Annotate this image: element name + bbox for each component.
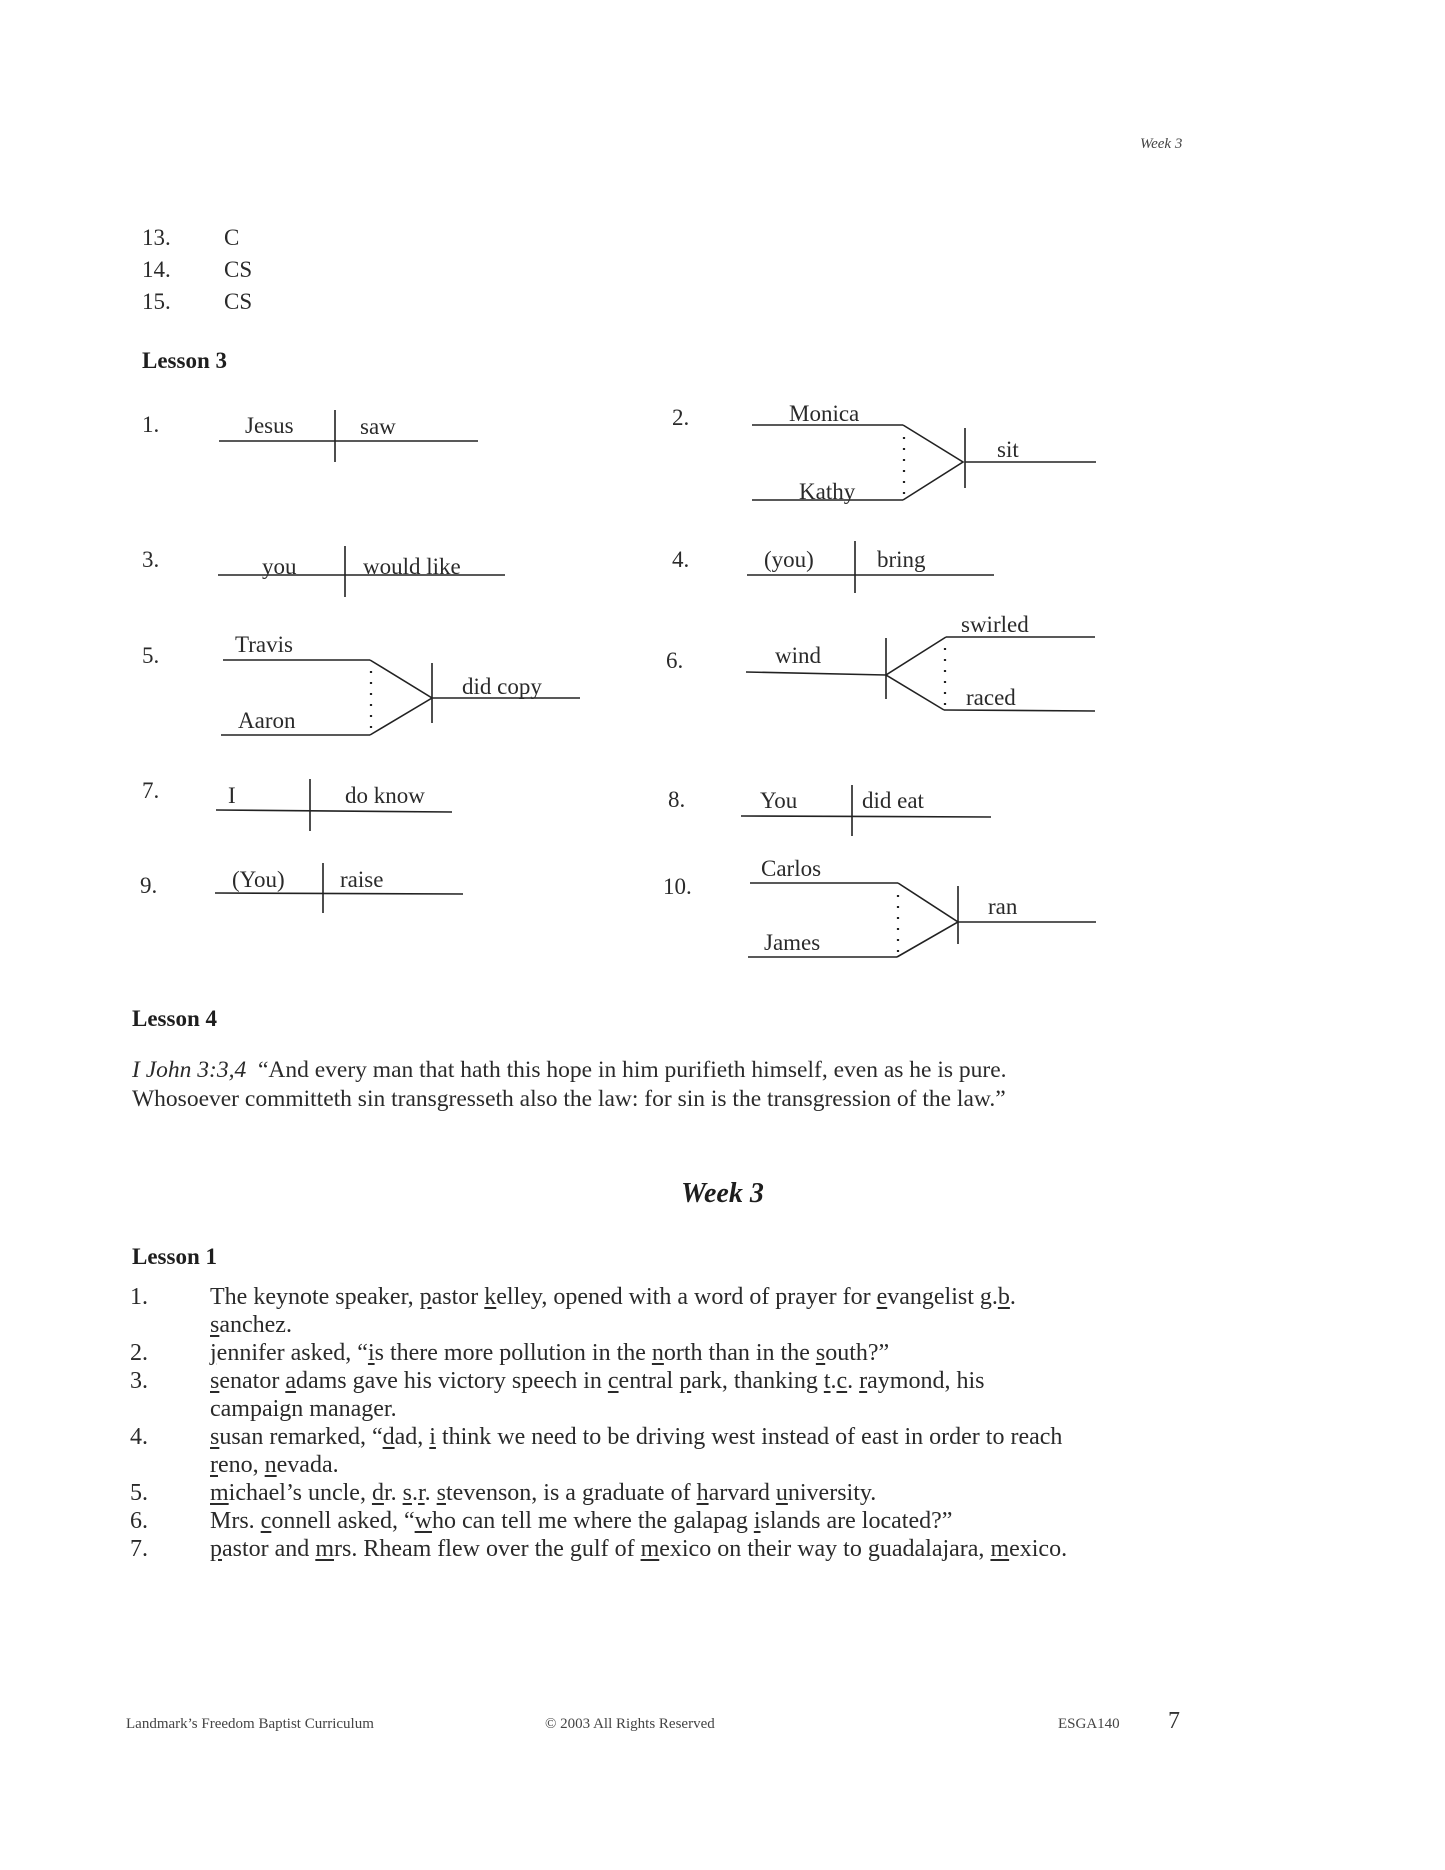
- diagram-10: [663, 856, 1096, 957]
- exercise-sentence: susan remarked, “dad, i think we need to be driving west instead of east in order to reach reno, nevada.: [210, 1424, 1063, 1478]
- exercise-item: [130, 1283, 1230, 1339]
- exercise-sentence: The keynote speaker, pastor kelley, opened with a word of prayer for evangelist g.b. sanchez.: [210, 1284, 1016, 1338]
- capitalization-mark: m: [640, 1536, 660, 1562]
- svg-text:ran: ran: [988, 894, 1018, 919]
- capitalization-mark: b: [997, 1284, 1010, 1310]
- scripture-verse: [132, 1056, 1242, 1114]
- exercise-sentence: jennifer asked, “is there more pollution in the north than in the south?”: [210, 1340, 890, 1366]
- capitalization-mark: c: [836, 1368, 848, 1394]
- capitalization-mark: g: [673, 1508, 686, 1534]
- svg-text:Kathy: Kathy: [799, 479, 856, 504]
- svg-text:1.: 1.: [142, 412, 160, 437]
- capitalization-mark: e: [876, 1284, 888, 1310]
- capitalization-mark: m: [990, 1536, 1010, 1562]
- svg-text:8.: 8.: [668, 787, 686, 812]
- svg-text:(you): (you): [764, 547, 814, 572]
- capitalization-mark: a: [285, 1368, 296, 1394]
- capitalization-mark: i: [367, 1340, 375, 1366]
- footer-curriculum: Landmark’s Freedom Baptist Curriculum: [126, 1716, 374, 1732]
- running-head: Week 3: [1140, 136, 1183, 152]
- diagram-4: [672, 541, 994, 593]
- answer-number: 14.: [142, 257, 171, 282]
- svg-text:Travis: Travis: [235, 632, 293, 657]
- svg-text:2.: 2.: [672, 405, 690, 430]
- capitalization-mark: s: [436, 1480, 446, 1506]
- exercise-item: [130, 1507, 1230, 1535]
- exercise-sentence: michael’s uncle, dr. s.r. stevenson, is a graduate of harvard university.: [210, 1480, 877, 1506]
- svg-text:swirled: swirled: [961, 612, 1029, 637]
- svg-text:You: You: [760, 788, 798, 813]
- diagram-6: [666, 612, 1095, 711]
- capitalization-mark: g: [569, 1536, 582, 1562]
- exercise-item: [130, 1535, 1230, 1563]
- svg-text:Carlos: Carlos: [761, 856, 822, 881]
- capitalization-mark: c: [260, 1508, 272, 1534]
- week3-lesson1-heading: Lesson 1: [132, 1244, 217, 1269]
- answer-number: 13.: [142, 225, 171, 250]
- lesson4-heading: Lesson 4: [132, 1006, 217, 1031]
- svg-text:9.: 9.: [140, 873, 158, 898]
- diagram-8: [668, 785, 991, 836]
- exercise-number: 2.: [130, 1340, 148, 1366]
- answer-number: 15.: [142, 289, 171, 314]
- svg-text:5.: 5.: [142, 643, 160, 668]
- svg-text:raced: raced: [966, 685, 1016, 710]
- exercise-item: [130, 1367, 1230, 1423]
- svg-text:I: I: [228, 783, 236, 808]
- capitalization-mark: k: [484, 1284, 497, 1310]
- capitalization-mark: r: [210, 1452, 218, 1478]
- capitalization-exercise-list: [130, 1283, 1230, 1563]
- svg-text:raise: raise: [340, 867, 384, 892]
- svg-text:sit: sit: [997, 437, 1019, 462]
- exercise-number: 6.: [130, 1508, 148, 1534]
- footer-code: ESGA140: [1058, 1716, 1120, 1732]
- diagram-7: [142, 778, 452, 831]
- svg-text:(You): (You): [232, 867, 285, 892]
- svg-text:did eat: did eat: [862, 788, 924, 813]
- week-title: Week 3: [681, 1178, 764, 1209]
- exercise-number: 5.: [130, 1480, 148, 1506]
- capitalization-mark: s: [210, 1368, 220, 1394]
- svg-text:bring: bring: [877, 547, 926, 572]
- exercise-number: 7.: [130, 1536, 148, 1562]
- footer-copyright: © 2003 All Rights Reserved: [545, 1716, 715, 1732]
- svg-text:3.: 3.: [142, 547, 160, 572]
- answer-value: CS: [224, 257, 253, 282]
- diagram-9: [140, 863, 463, 913]
- exercise-item: [130, 1423, 1230, 1479]
- diagram-2: [672, 401, 1096, 504]
- capitalization-mark: p: [679, 1368, 692, 1394]
- capitalization-mark: g: [867, 1536, 880, 1562]
- svg-text:did copy: did copy: [462, 674, 542, 699]
- exercise-number: 3.: [130, 1368, 148, 1394]
- capitalization-mark: p: [210, 1536, 222, 1562]
- diagram-3: [142, 546, 505, 597]
- capitalization-mark: m: [315, 1536, 334, 1562]
- exercise-sentence: pastor and mrs. Rheam flew over the gulf of mexico on their way to guadalajara, mexico.: [210, 1536, 1068, 1562]
- svg-text:7.: 7.: [142, 778, 160, 803]
- capitalization-mark: w: [414, 1508, 432, 1534]
- svg-text:4.: 4.: [672, 547, 690, 572]
- capitalization-mark: u: [775, 1480, 788, 1506]
- svg-text:10.: 10.: [663, 874, 692, 899]
- svg-text:do know: do know: [345, 783, 425, 808]
- answer-value: C: [224, 225, 240, 250]
- capitalization-mark: r: [417, 1480, 425, 1506]
- capitalization-mark: n: [264, 1452, 277, 1478]
- exercise-sentence: Mrs. connell asked, “who can tell me where the galapag islands are located?”: [210, 1508, 953, 1534]
- capitalization-mark: j: [210, 1340, 217, 1366]
- capitalization-mark: t: [823, 1368, 831, 1394]
- exercise-item: [130, 1339, 1230, 1367]
- svg-text:would like: would like: [363, 554, 461, 579]
- page-number: 7: [1168, 1708, 1180, 1734]
- capitalization-mark: s: [402, 1480, 412, 1506]
- svg-text:saw: saw: [360, 414, 396, 439]
- diagram-1: [142, 410, 478, 462]
- capitalization-mark: s: [210, 1312, 220, 1338]
- capitalization-mark: m: [210, 1480, 229, 1506]
- capitalization-mark: d: [382, 1424, 395, 1450]
- capitalization-mark: i: [429, 1424, 436, 1450]
- exercise-item: [130, 1479, 1230, 1507]
- capitalization-mark: i: [753, 1508, 761, 1534]
- svg-text:Aaron: Aaron: [238, 708, 296, 733]
- svg-text:6.: 6.: [666, 648, 684, 673]
- capitalization-mark: g: [979, 1284, 992, 1310]
- capitalization-mark: n: [651, 1340, 664, 1366]
- capitalization-mark: s: [210, 1424, 220, 1450]
- svg-text:James: James: [764, 930, 821, 955]
- answer-value: CS: [224, 289, 253, 314]
- capitalization-mark: c: [607, 1368, 619, 1394]
- capitalization-mark: s: [815, 1340, 826, 1366]
- svg-text:Monica: Monica: [789, 401, 860, 426]
- exercise-sentence: senator adams gave his victory speech in central park, thanking t.c. raymond, his campaign manager.: [210, 1368, 985, 1422]
- verse-text-line2: Whosoever committeth sin transgresseth also the law: for sin is the transgression of the law.”: [132, 1086, 1006, 1112]
- svg-text:you: you: [262, 554, 297, 579]
- verse-text-line1: “And every man that hath this hope in him purifieth himself, even as he is pure.: [257, 1057, 1007, 1083]
- capitalization-mark: p: [419, 1284, 432, 1310]
- exercise-number: 4.: [130, 1424, 148, 1450]
- capitalization-mark: r: [859, 1368, 868, 1394]
- lesson3-heading: Lesson 3: [142, 348, 227, 373]
- svg-text:Jesus: Jesus: [245, 413, 294, 438]
- exercise-number: 1.: [130, 1284, 148, 1310]
- diagram-5: [142, 632, 580, 735]
- svg-text:wind: wind: [775, 643, 821, 668]
- capitalization-mark: h: [696, 1480, 709, 1506]
- capitalization-mark: d: [371, 1480, 384, 1506]
- verse-reference: I John 3:3,4: [132, 1057, 247, 1083]
